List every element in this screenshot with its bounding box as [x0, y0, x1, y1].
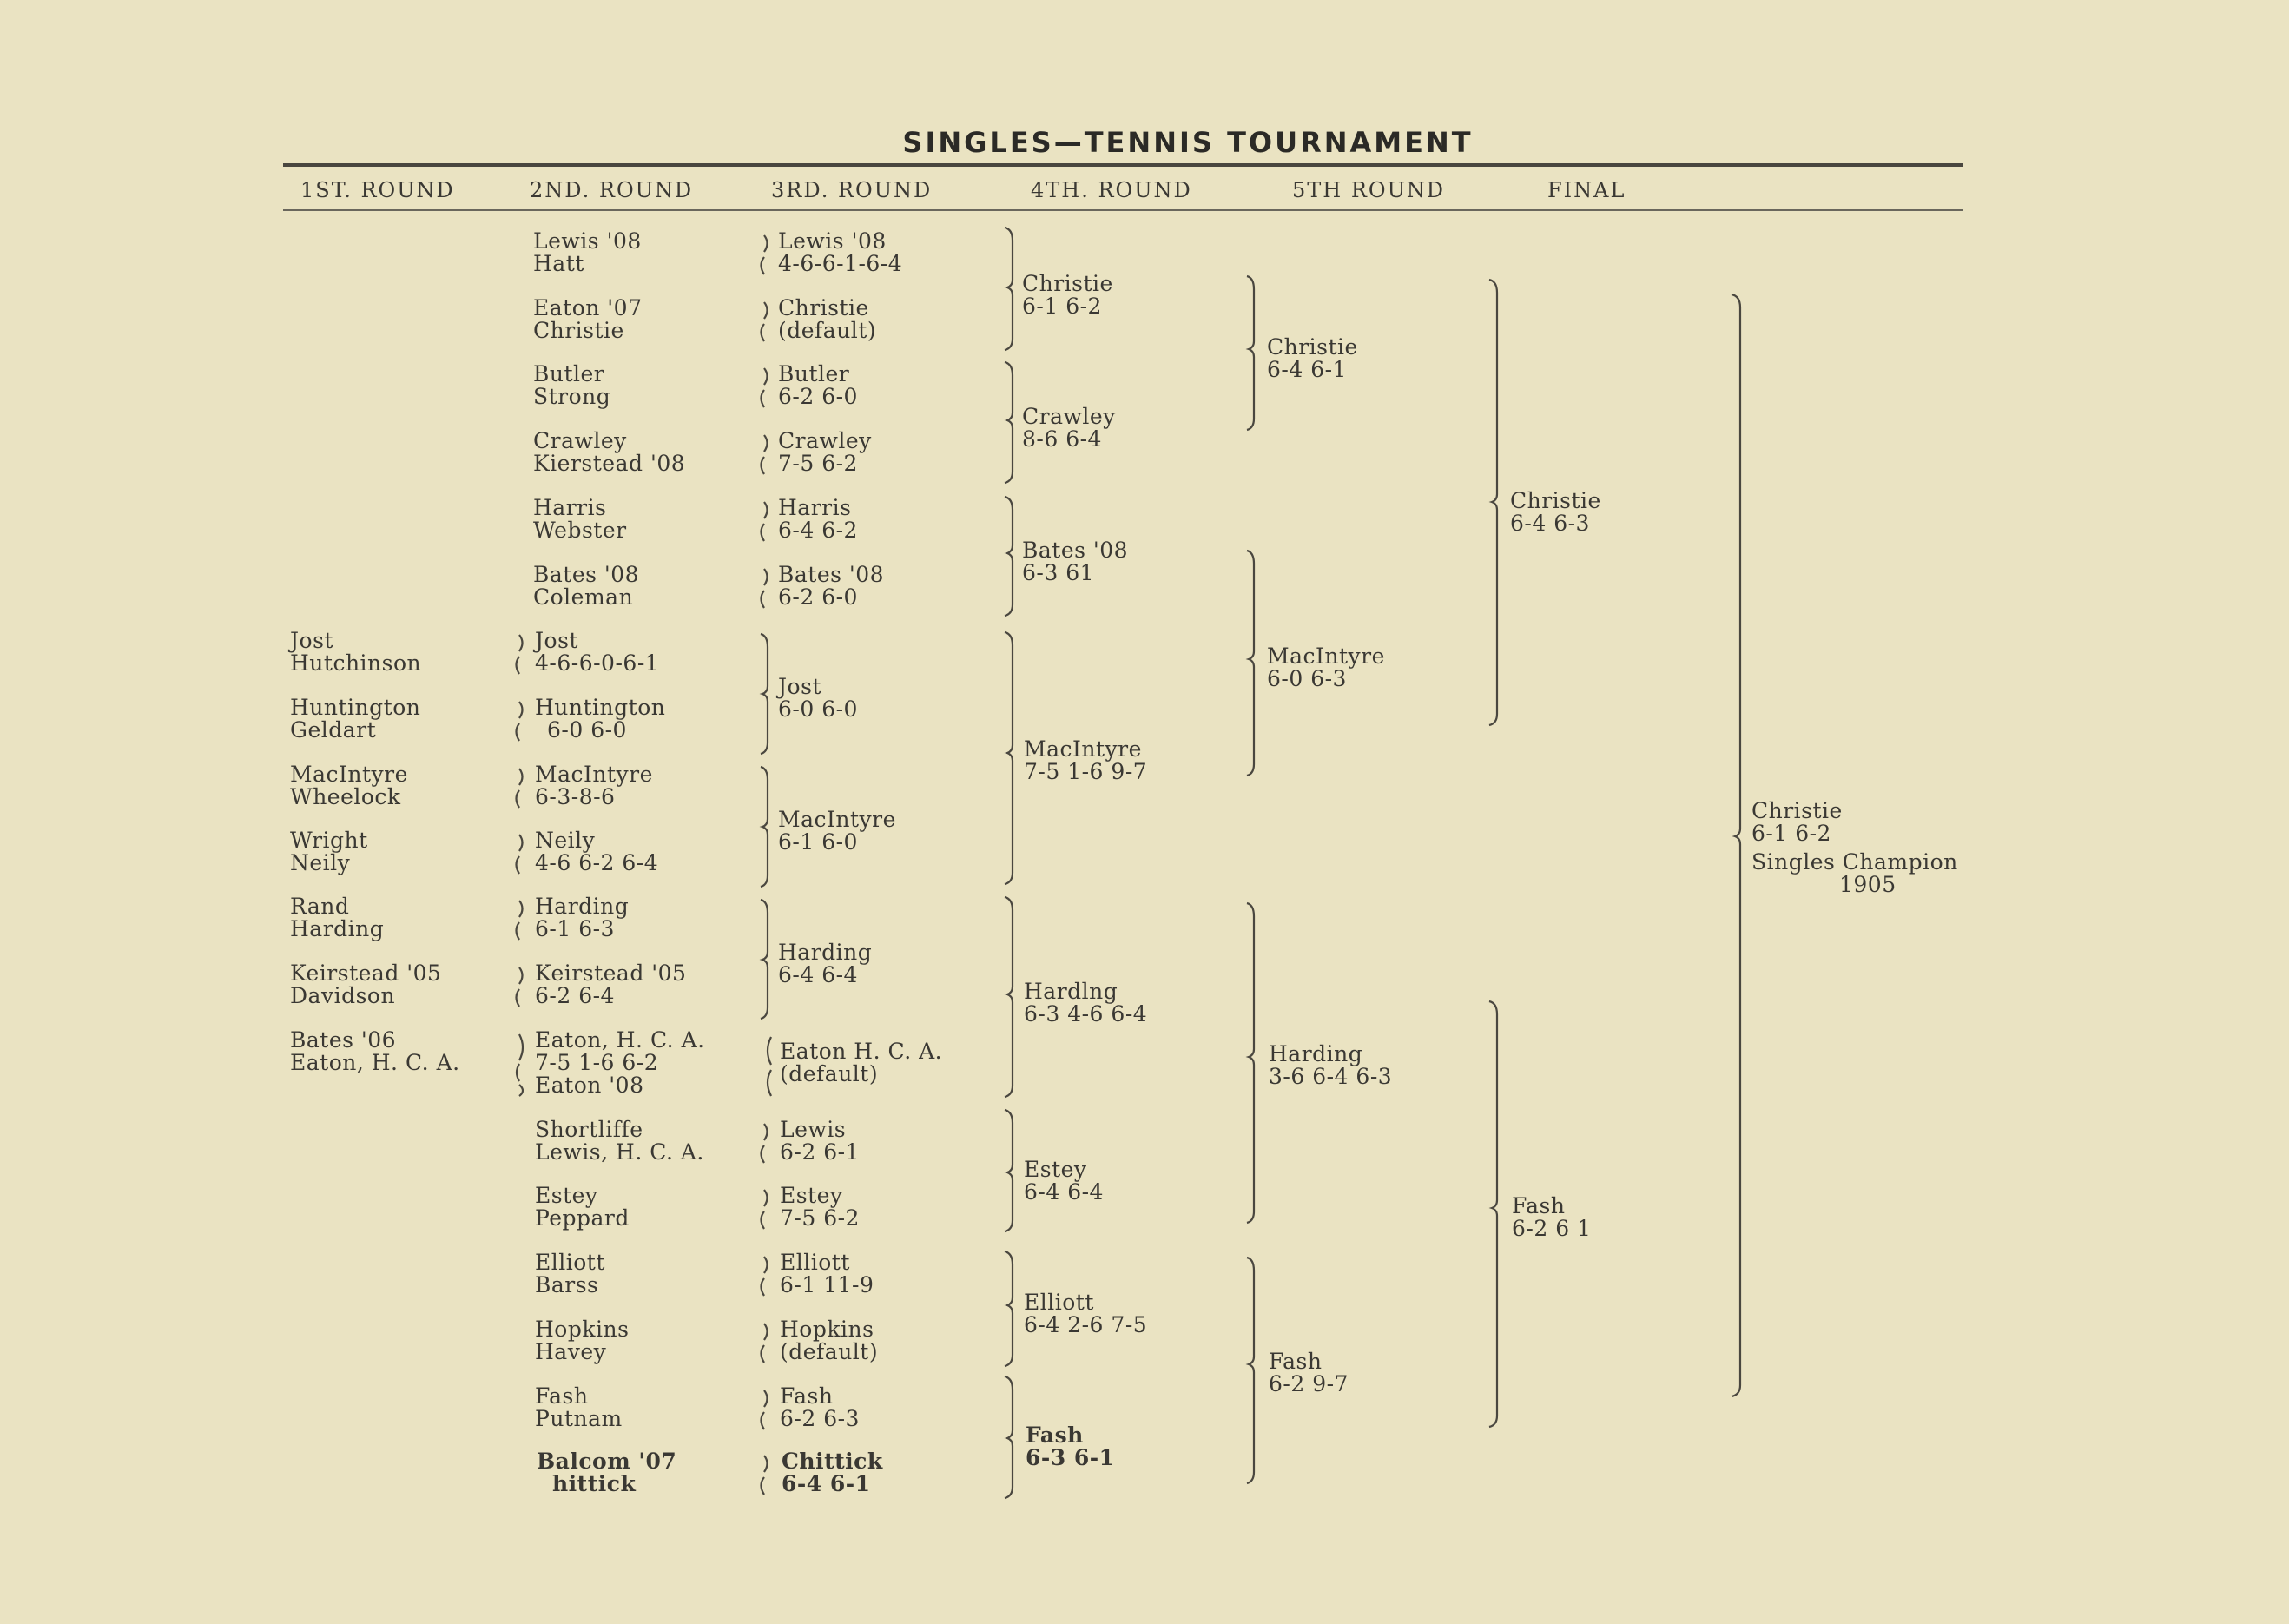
- round2-entry: Putnam: [535, 1406, 623, 1431]
- round3-entry: 7-5 6-2: [778, 451, 858, 476]
- round2-entry: Webster: [533, 518, 627, 543]
- round2-entry: Eaton, H. C. A.: [535, 1027, 705, 1053]
- round2-entry: Eaton '07: [533, 295, 643, 320]
- brace: [517, 1034, 523, 1096]
- bracket: [1005, 497, 1013, 616]
- round3-entry: 6-4 6-2: [778, 518, 858, 543]
- round3-entry: 6-2 6-0: [778, 584, 858, 610]
- bracket: [1247, 276, 1254, 430]
- header-round-1: 1ST. ROUND: [300, 178, 455, 202]
- round4-entry: 6-3 4-6 6-4: [1024, 1001, 1148, 1027]
- round2-entry: Harris: [533, 495, 607, 520]
- bracket: [1005, 1110, 1013, 1231]
- header-round-2: 2ND. ROUND: [530, 178, 694, 202]
- round5-entry: Harding: [1269, 1041, 1363, 1066]
- round5-entry: Christie: [1267, 334, 1358, 360]
- round2-entry: Balcom '07: [537, 1449, 677, 1474]
- round1-player: Jost: [290, 628, 333, 653]
- round1-player: Wheelock: [290, 784, 401, 809]
- round2-entry: Coleman: [533, 584, 634, 610]
- header-round-5: 5TH ROUND: [1292, 178, 1446, 202]
- round2-entry: 6-2 6-4: [535, 983, 615, 1008]
- header-round-4: 4TH. ROUND: [1031, 178, 1192, 202]
- round4-entry: Christie: [1022, 271, 1113, 296]
- brace: [762, 235, 768, 274]
- round3-entry: Crawley: [778, 428, 872, 453]
- bracket: [1247, 551, 1254, 776]
- champion-year: 1905: [1839, 872, 1897, 897]
- round5-entry: 6-4 6-1: [1267, 357, 1347, 382]
- bracket: [1247, 903, 1254, 1223]
- brace: [762, 1390, 768, 1429]
- semifinal-entry: Christie: [1510, 488, 1601, 513]
- round4-entry: 8-6 6-4: [1022, 426, 1102, 452]
- round2-entry: Havey: [535, 1339, 607, 1364]
- round3-entry: Jost: [778, 674, 821, 699]
- round1-player: Neily: [290, 850, 351, 875]
- round4-entry: Fash: [1026, 1423, 1084, 1448]
- round2-entry: 4-6 6-2 6-4: [535, 850, 659, 875]
- round5-entry: 6-0 6-3: [1267, 666, 1347, 691]
- round3-entry: Elliott: [780, 1250, 850, 1275]
- brace: [762, 1456, 768, 1495]
- round2-entry: Strong: [533, 384, 611, 409]
- header-final: FINAL: [1547, 178, 1626, 202]
- round2-entry: Kierstead '08: [533, 451, 686, 476]
- round2-entry: Hopkins: [535, 1317, 630, 1342]
- bracket: [1005, 362, 1013, 483]
- brace: [762, 302, 768, 341]
- brace: [768, 1037, 771, 1096]
- round4-entry: 7-5 1-6 9-7: [1024, 759, 1148, 784]
- semifinal-entry: 6-2 6 1: [1512, 1216, 1592, 1241]
- bracket: [761, 634, 768, 754]
- round4-entry: 6-3 61: [1022, 560, 1095, 585]
- round3-entry: Harding: [778, 940, 873, 965]
- round2-entry: Eaton '08: [535, 1073, 644, 1098]
- round2-entry: 7-5 1-6 6-2: [535, 1050, 659, 1075]
- round2-entry: Elliott: [535, 1250, 605, 1275]
- round1-player: Eaton, H. C. A.: [290, 1050, 460, 1075]
- bracket: [1005, 1251, 1013, 1366]
- round4-entry: 6-3 6-1: [1026, 1445, 1115, 1470]
- bracket: [1489, 280, 1497, 725]
- brace: [762, 1190, 768, 1229]
- brace: [517, 967, 523, 1007]
- round3-entry: Fash: [780, 1383, 834, 1409]
- brace: [762, 569, 768, 608]
- round3-entry: 6-2 6-0: [778, 384, 858, 409]
- round1-player: Hutchinson: [290, 650, 422, 676]
- brace: [762, 502, 768, 541]
- semifinal-entry: Fash: [1512, 1193, 1566, 1218]
- round2-entry: Lewis, H. C. A.: [535, 1139, 704, 1165]
- round2-entry: Butler: [533, 361, 605, 386]
- round3-entry: (default): [780, 1339, 879, 1364]
- round3-entry: 7-5 6-2: [780, 1205, 860, 1231]
- round3-entry: Chittick: [782, 1449, 883, 1474]
- round2-entry: Barss: [535, 1272, 599, 1297]
- round3-entry: Lewis: [780, 1117, 847, 1142]
- round1-player: Huntington: [290, 695, 421, 720]
- champion-caption: Singles Champion: [1751, 849, 1958, 875]
- brace: [762, 1257, 768, 1296]
- round3-entry: 6-1 11-9: [780, 1272, 874, 1297]
- round3-entry: 4-6-6-1-6-4: [778, 251, 903, 276]
- round1-player: Geldart: [290, 717, 377, 743]
- round3-entry: (default): [778, 318, 877, 343]
- round5-entry: MacIntyre: [1267, 644, 1385, 669]
- bracket: [1732, 294, 1740, 1396]
- round2-entry: Crawley: [533, 428, 627, 453]
- round2-entry: Estey: [535, 1183, 598, 1208]
- round3-entry: Hopkins: [780, 1317, 874, 1342]
- brace: [762, 368, 768, 407]
- round2-entry: Shortliffe: [535, 1117, 643, 1142]
- round2-entry: MacIntyre: [535, 762, 653, 787]
- bracket: [1489, 1001, 1497, 1427]
- round1-player: Wright: [290, 828, 368, 853]
- round4-entry: 6-1 6-2: [1022, 294, 1102, 319]
- round4-entry: Elliott: [1024, 1290, 1094, 1315]
- round2-entry: Peppard: [535, 1205, 630, 1231]
- bracket: [761, 767, 768, 887]
- round2-entry: Bates '08: [533, 562, 640, 587]
- bracket: [1005, 632, 1013, 884]
- round3-entry: Estey: [780, 1183, 843, 1208]
- round4-entry: Estey: [1024, 1157, 1087, 1182]
- bracket: [761, 900, 768, 1019]
- bracket: [1247, 1258, 1254, 1483]
- round3-entry: Eaton H. C. A.: [780, 1039, 943, 1064]
- round1-player: Davidson: [290, 983, 396, 1008]
- round2-entry: Keirstead '05: [535, 961, 687, 986]
- champion-score: 6-1 6-2: [1751, 821, 1831, 846]
- round2-entry: Christie: [533, 318, 624, 343]
- round3-entry: 6-2 6-1: [780, 1139, 860, 1165]
- brace: [517, 702, 523, 741]
- round2-entry: Neily: [535, 828, 596, 853]
- round2-entry: 6-0 6-0: [547, 717, 627, 743]
- brace: [517, 635, 523, 674]
- round3-entry: 6-2 6-3: [780, 1406, 860, 1431]
- page-title: SINGLES—TENNIS TOURNAMENT: [902, 126, 1474, 159]
- round2-entry: Harding: [535, 894, 630, 919]
- round3-entry: Bates '08: [778, 562, 885, 587]
- round3-entry: 6-1 6-0: [778, 829, 858, 855]
- round3-entry: 6-4 6-4: [778, 962, 858, 987]
- round1-player: Harding: [290, 916, 385, 941]
- round1-player: Rand: [290, 894, 350, 919]
- brace: [517, 769, 523, 808]
- round3-entry: Christie: [778, 295, 869, 320]
- round5-entry: 3-6 6-4 6-3: [1269, 1064, 1393, 1089]
- round4-entry: Bates '08: [1022, 538, 1129, 563]
- bracket: [1005, 1376, 1013, 1498]
- round4-entry: 6-4 2-6 7-5: [1024, 1312, 1148, 1337]
- round3-entry: MacIntyre: [778, 807, 896, 832]
- bracket: [1005, 897, 1013, 1097]
- round5-entry: Fash: [1269, 1349, 1323, 1374]
- round1-player: MacIntyre: [290, 762, 408, 787]
- round2-entry: Huntington: [535, 695, 666, 720]
- round2-entry: 6-1 6-3: [535, 916, 615, 941]
- brace: [762, 1324, 768, 1363]
- round2-entry: 6-3-8-6: [535, 784, 616, 809]
- champion-name: Christie: [1751, 798, 1843, 823]
- round3-entry: 6-0 6-0: [778, 696, 858, 722]
- brace: [517, 835, 523, 874]
- round2-entry: Lewis '08: [533, 228, 642, 254]
- round2-entry: Fash: [535, 1383, 589, 1409]
- round1-player: Keirstead '05: [290, 961, 442, 986]
- round3-entry: Butler: [778, 361, 850, 386]
- round3-entry: Lewis '08: [778, 228, 887, 254]
- round3-entry: Harris: [778, 495, 852, 520]
- round3-entry: 6-4 6-1: [782, 1471, 871, 1496]
- round3-entry: (default): [780, 1061, 879, 1086]
- header-round-3: 3RD. ROUND: [771, 178, 933, 202]
- semifinal-entry: 6-4 6-3: [1510, 511, 1590, 536]
- brace: [762, 435, 768, 474]
- bracket: [1005, 228, 1013, 350]
- round2-entry: hittick: [552, 1471, 637, 1496]
- round1-player: Bates '06: [290, 1027, 397, 1053]
- brace: [517, 901, 523, 940]
- round2-entry: 4-6-6-0-6-1: [535, 650, 660, 676]
- round4-entry: MacIntyre: [1024, 736, 1142, 762]
- round2-entry: Jost: [535, 628, 578, 653]
- round4-entry: Crawley: [1022, 404, 1116, 429]
- round2-entry: Hatt: [533, 251, 584, 276]
- round4-entry: Hardlng: [1024, 979, 1118, 1004]
- round4-entry: 6-4 6-4: [1024, 1179, 1104, 1205]
- round5-entry: 6-2 9-7: [1269, 1371, 1349, 1396]
- brace: [762, 1124, 768, 1163]
